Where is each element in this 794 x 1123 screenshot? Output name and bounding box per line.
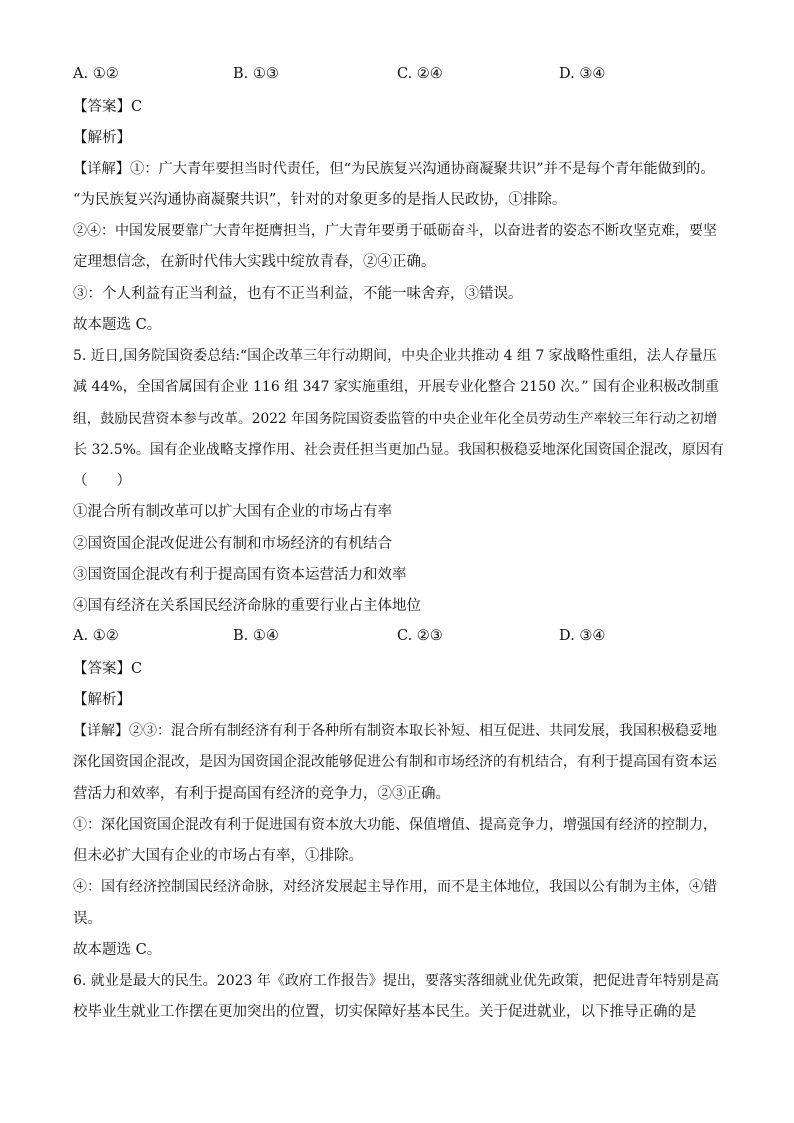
q4-detail-line: ②④：中国发展要靠广大青年挺膺担当，广大青年要勇于砥砺奋斗，以奋进者的姿态不断攻坚克难，要坚 xyxy=(73,223,717,239)
q4-option-a: A. ①② xyxy=(73,66,119,82)
q5-stem-line: 组，鼓励民营资本参与改革。2022 年国务院国资委监管的中央企业年化全员劳动生产率较三年行动之初增 xyxy=(73,411,718,427)
q5-statement: ③国资国企混改有利于提高国有资本运营活力和效率 xyxy=(73,567,407,583)
q4-options-row xyxy=(73,66,723,86)
q5-options-row xyxy=(73,628,723,648)
q5-detail-line: 但未必扩大国有企业的市场占有率，①排除。 xyxy=(73,848,363,864)
q5-conclusion: 故本题选 C。 xyxy=(73,942,162,958)
q5-detail-line: 【详解】②③：混合所有制经济有利于各种所有制资本取长补短、相互促进、共同发展，我国积极稳妥地 xyxy=(73,723,717,739)
q4-detail-line: 定理想信念，在新时代伟大实践中绽放青春，②④正确。 xyxy=(73,254,436,270)
q4-option-d: D. ③④ xyxy=(559,66,606,82)
q4-answer-line xyxy=(73,97,724,117)
q5-detail-line: 深化国资国企混改，是因为国资国企混改能够促进公有制和市场经济的有机结合，有利于提高国有资本运 xyxy=(73,754,717,770)
q4-answer-tag: 【答案】 xyxy=(73,99,131,115)
q5-statement: ④国有经济在关系国民经济命脉的重要行业占主体地位 xyxy=(73,598,421,614)
q5-option-c: C. ②③ xyxy=(397,628,443,644)
q4-option-c: C. ②④ xyxy=(397,66,443,82)
q5-answer-bracket: （ ） xyxy=(73,473,131,489)
q5-answer-value: C xyxy=(131,661,143,677)
q5-analysis-tag: 【解析】 xyxy=(73,692,131,708)
q4-conclusion: 故本题选 C。 xyxy=(73,317,162,333)
q5-option-b: B. ①④ xyxy=(233,628,279,644)
q6-stem-line: 校毕业生就业工作摆在更加突出的位置，切实保障好基本民生。关于促进就业，以下推导正确的是 xyxy=(73,1004,697,1020)
q5-option-d: D. ③④ xyxy=(559,628,606,644)
q5-stem-line: 5. 近日,国务院国资委总结:“国企改革三年行动期间，中央企业共推动 4 组 7 家战略性重组，法人存量压 xyxy=(73,348,717,364)
q4-option-b: B. ①③ xyxy=(233,66,279,82)
q4-detail-line: “为民族复兴沟通协商凝聚共识”，针对的对象更多的是指人民政协，①排除。 xyxy=(73,192,567,208)
q4-detail-line: ③：个人利益有正当利益，也有不正当利益，不能一味舍弃，③错误。 xyxy=(73,286,523,302)
q4-answer-value: C xyxy=(131,99,143,115)
q5-stem-line: 减 44%，全国省属国有企业 116 组 347 家实施重组，开展专业化整合 2150 次。” 国有企业积极改制重 xyxy=(73,379,719,395)
q5-stem-line: 长 32.5%。国有企业战略支撑作用、社会责任担当更加凸显。我国积极稳妥地深化国资国企混改，原因有 xyxy=(73,442,724,458)
q4-detail-line: 【详解】①：广大青年要担当时代责任，但“为民族复兴沟通协商凝聚共识”并不是每个青年能做到的。 xyxy=(73,161,715,177)
q5-answer-tag: 【答案】 xyxy=(73,661,131,677)
q5-detail-line: ①：深化国资国企混改有利于促进国有资本放大功能、保值增值、提高竞争力，增强国有经济的控制力， xyxy=(73,817,717,833)
q5-answer-line xyxy=(73,659,724,679)
q5-option-a: A. ①② xyxy=(73,628,119,644)
q5-statement: ①混合所有制改革可以扩大国有企业的市场占有率 xyxy=(73,504,392,520)
q4-analysis-tag: 【解析】 xyxy=(73,130,131,146)
q5-detail-line: ④：国有经济控制国民经济命脉，对经济发展起主导作用，而不是主体地位，我国以公有制为主体，④错 xyxy=(73,879,717,895)
q6-stem-line: 6. 就业是最大的民生。2023 年《政府工作报告》提出，要落实落细就业优先政策，把促进青年特别是高 xyxy=(73,973,719,989)
q5-statement: ②国资国企混改促进公有制和市场经济的有机结合 xyxy=(73,536,392,552)
q5-detail-line: 营活力和效率，有利于提高国有经济的竞争力，②③正确。 xyxy=(73,786,450,802)
q5-detail-line: 误。 xyxy=(73,911,102,927)
